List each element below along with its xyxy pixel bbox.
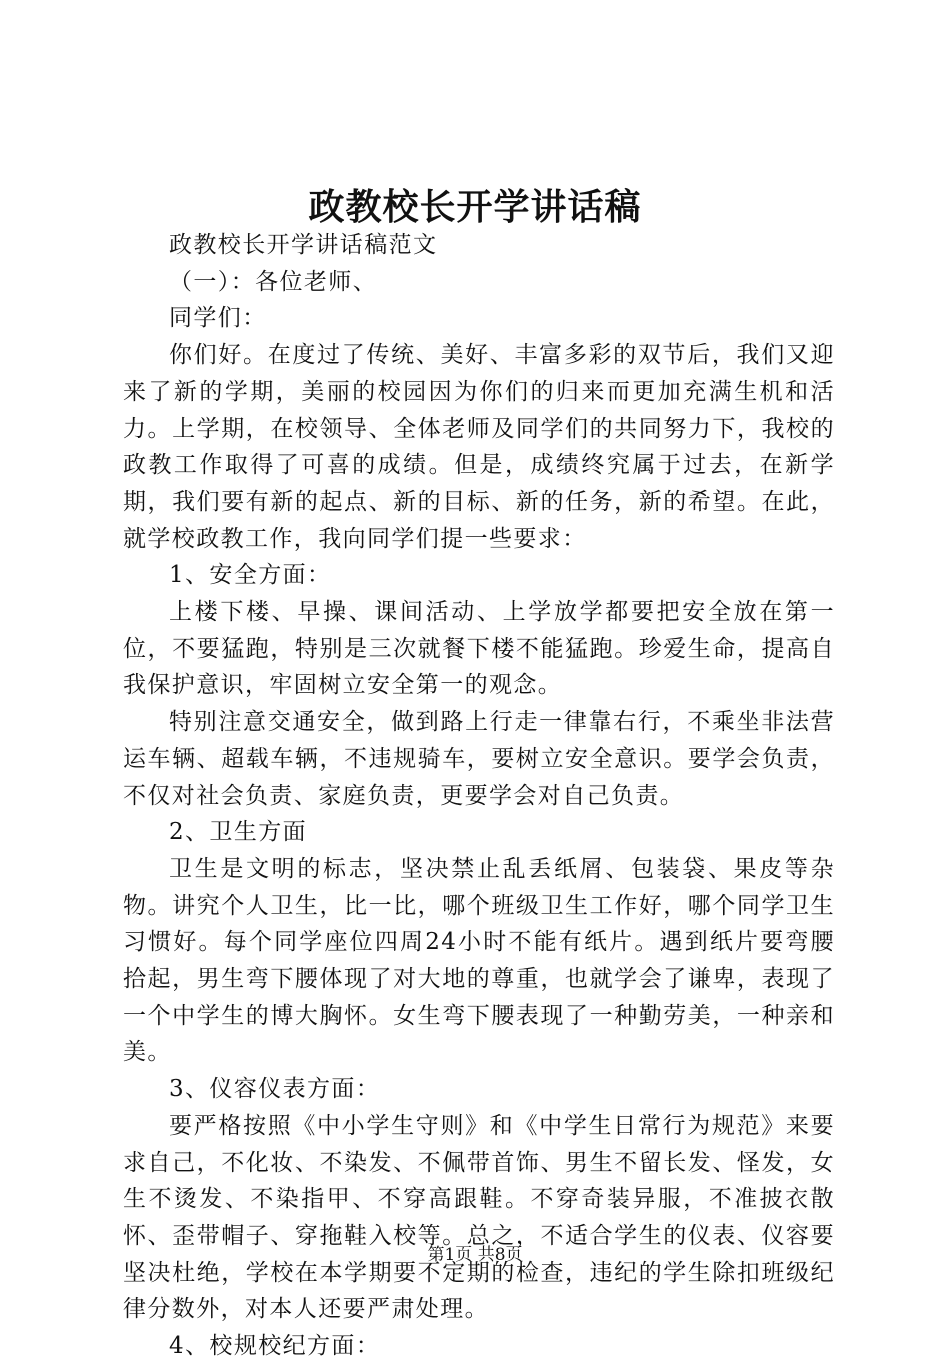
paragraph: 上楼下楼、早操、课间活动、上学放学都要把安全放在第一位，不要猛跑，特别是三次就餐下楼不能猛跑。珍爱生命，提高自我保护意识，牢固树立安全第一的观念。 [123,599,835,699]
paragraph: 4、校规校纪方面： [169,1333,381,1360]
paragraph: 卫生是文明的标志，坚决禁止乱丢纸屑、包装袋、果皮等杂物。讲究个人卫生，比一比，哪个班级卫生工作好，哪个同学卫生习惯好。每个同学座位四周24小时不能有纸片。遇到纸片要弯腰拾起，男生弯下腰体现了对大地的尊重，也就学会了谦卑，表现了一个中学生的博大胸怀。女生弯下腰表现了一种勤劳美，一种亲和美。 [123,855,835,1066]
page-footer: 第1页 共8页 [427,1245,523,1265]
paragraph: （一）：各位老师、 [169,268,378,295]
paragraph: 同学们： [169,305,267,332]
paragraph: 2、卫生方面 [169,819,308,846]
document-body [123,227,835,1365]
paragraph: 要严格按照《中小学生守则》和《中学生日常行为规范》来要求自己，不化妆、不染发、不佩带首饰、男生不留长发、怪发，女生不烫发、不染指甲、不穿高跟鞋。不穿奇装异服，不准披衣散怀、歪带帽子、穿拖鞋入校等。总之，不适合学生的仪表、仪容要坚决杜绝，学校在本学期要不定期的检查，违纪的学生除扣班级纪律分数外，对本人还要严肃处理。 [123,1112,835,1323]
paragraph: 1、安全方面： [169,562,332,589]
paragraph: 3、仪容仪表方面： [169,1076,381,1103]
document-title: 政教校长开学讲话稿 [308,186,642,228]
paragraph: 特别注意交通安全，做到路上行走一律靠右行，不乘坐非法营运车辆、超载车辆，不违规骑车，要树立安全意识。要学会负责，不仅对社会负责、家庭负责，更要学会对自己负责。 [123,709,835,809]
paragraph: 你们好。在度过了传统、美好、丰富多彩的双节后，我们又迎来了新的学期，美丽的校园因为你们的归来而更加充满生机和活力。上学期，在校领导、全体老师及同学们的共同努力下，我校的政教工作取得了可喜的成绩。但是，成绩终究属于过去，在新学期，我们要有新的起点、新的目标、新的任务，新的希望。在此，就学校政教工作，我向同学们提一些要求： [123,342,835,552]
paragraph: 政教校长开学讲话稿范文 [169,232,438,258]
